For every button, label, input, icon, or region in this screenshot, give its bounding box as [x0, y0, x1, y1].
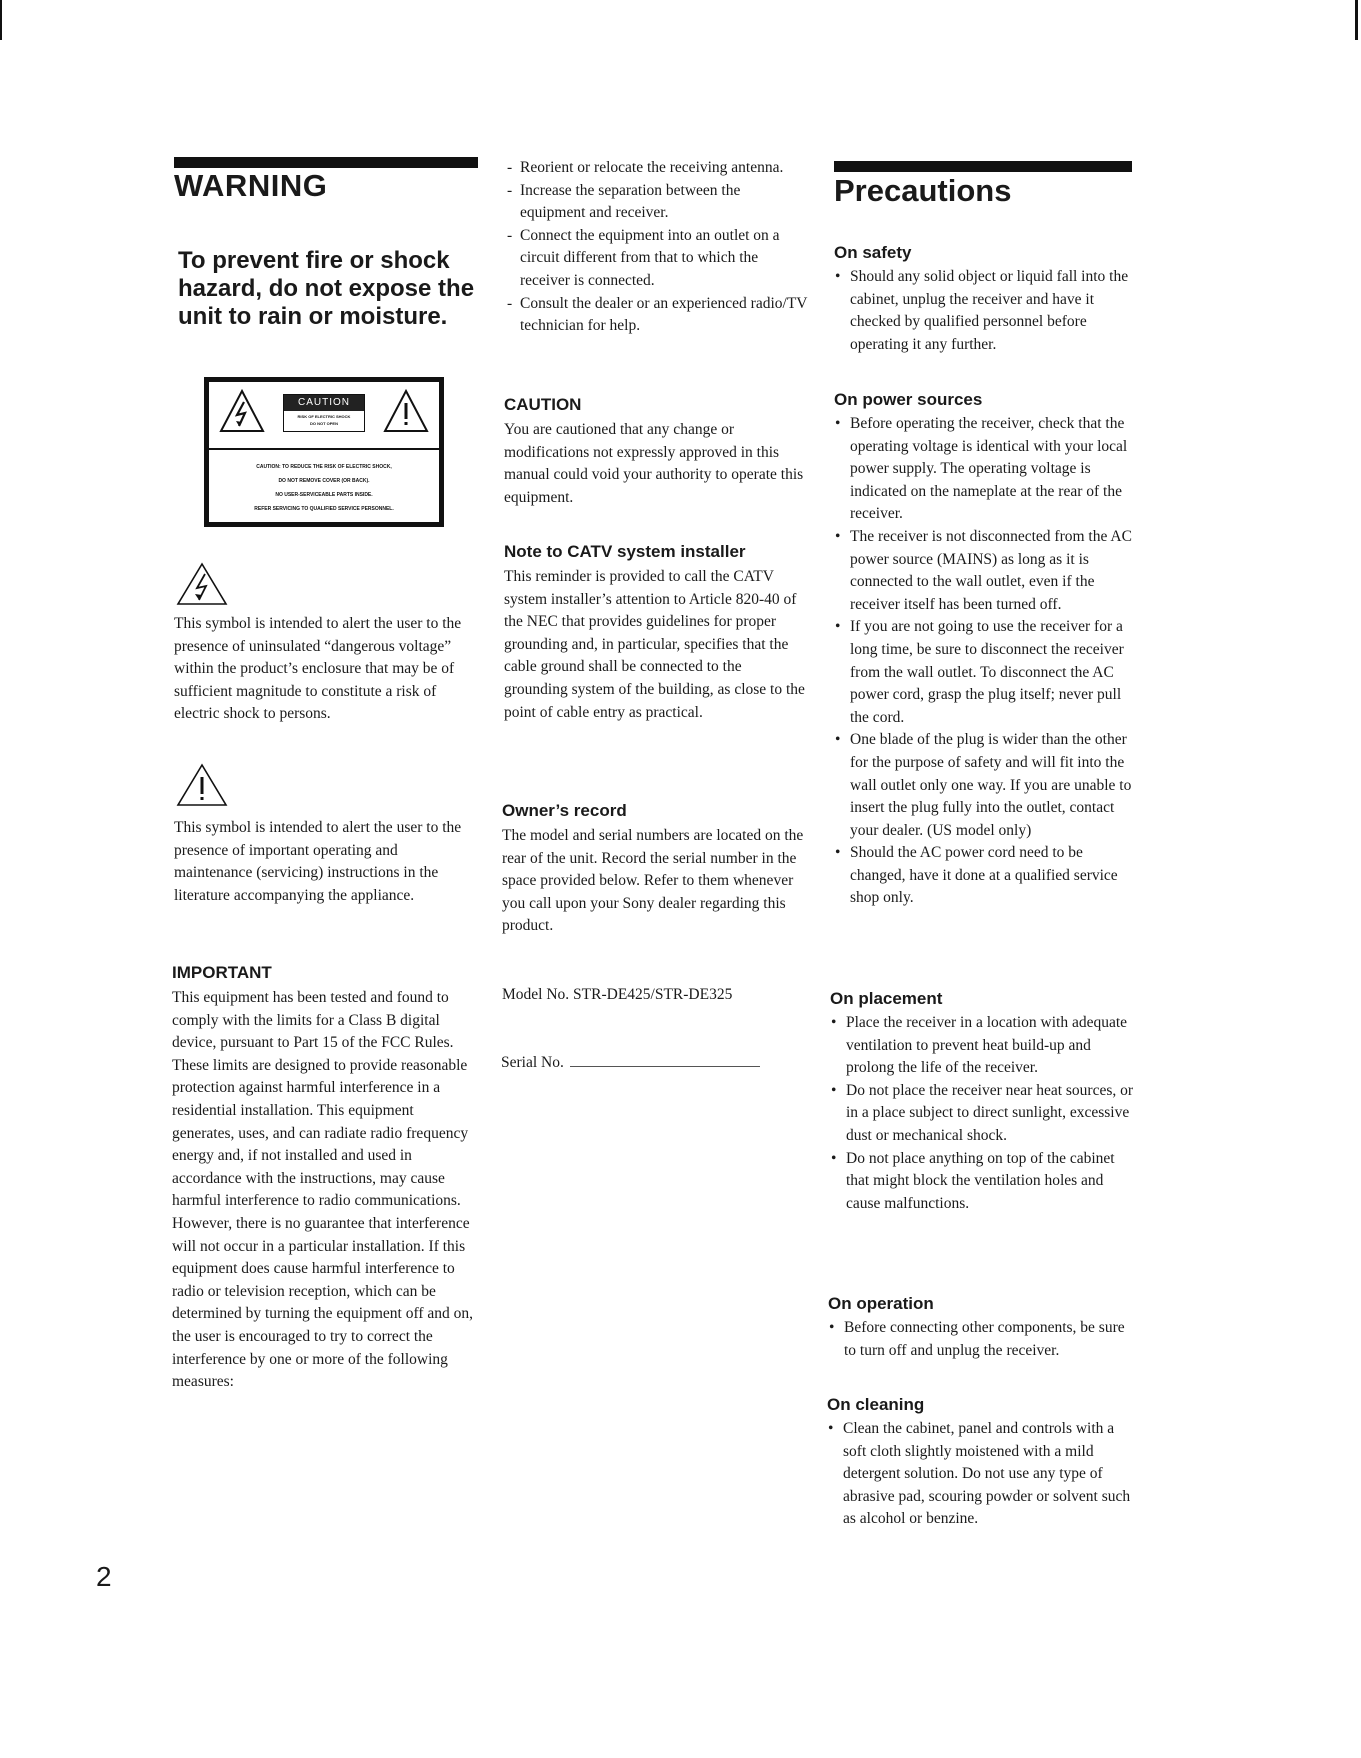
- list-item: • If you are not going to use the receiver for a long time, be sure to disconnect the receiver from the wall outlet. To disconnect the AC power cord, grasp the plug itself; never pull the cord.: [834, 616, 1134, 729]
- on-cleaning-heading: On cleaning: [827, 1395, 925, 1414]
- list-item: - Reorient or relocate the receiving antenna.: [503, 157, 808, 180]
- on-power-sources-list: [834, 413, 1134, 910]
- on-operation-list: [828, 1317, 1134, 1362]
- list-item: - Connect the equipment into an outlet on a circuit different from that to which the receiver is connected.: [503, 225, 808, 293]
- list-item: • Place the receiver in a location with adequate ventilation to prevent heat build-up and prolong the life of the receiver.: [830, 1012, 1134, 1080]
- owners-record-text: The model and serial numbers are located on the rear of the unit. Record the serial number in the space provided below. Refer to them whenever you call upon your Sony dealer regarding this product.: [502, 827, 804, 935]
- list-item: - Consult the dealer or an experienced radio/TV technician for help.: [503, 293, 808, 338]
- list-item: • Should any solid object or liquid fall into the cabinet, unplug the receiver and have it checked by qualified personnel before operating it any further.: [834, 266, 1134, 356]
- list-item: • One blade of the plug is wider than the other for the purpose of safety and will fit into the wall outlet only one way. If you are unable to insert the plug fully into the outlet, contact your dealer. (US model only): [834, 729, 1134, 842]
- list-item: • Should the AC power cord need to be changed, have it done at a qualified service shop only.: [834, 842, 1134, 910]
- exclamation-warning-icon: [176, 762, 228, 808]
- caution-text: You are cautioned that any change or modifications not expressly approved in this manual could void your authority to operate this equipment.: [504, 421, 804, 506]
- scan-edge-mark-right: [1355, 0, 1358, 40]
- serial-number-label: Serial No.: [501, 1054, 564, 1071]
- on-safety-list: [834, 266, 1134, 356]
- on-cleaning-list: [827, 1418, 1134, 1531]
- caution-do-not-open-text: DO NOT OPEN: [309, 421, 338, 426]
- prevent-heading: To prevent fire or shock hazard, do not expose the unit to rain or moisture.: [178, 247, 475, 330]
- caution-label-title: CAUTION: [284, 395, 364, 411]
- lightning-warning-icon: [176, 561, 228, 607]
- precautions-heading: Precautions: [834, 173, 1012, 208]
- scan-edge-mark-left: [0, 0, 2, 40]
- on-placement-list: [830, 1012, 1134, 1215]
- important-heading: IMPORTANT: [172, 963, 272, 982]
- caution-label-inner: [283, 394, 365, 432]
- exclamation-warning-icon: [383, 388, 429, 434]
- warning-rule: [174, 157, 478, 168]
- important-fcc-compliance: This equipment has been tested and found to comply with the limits for a Class B digital device, pursuant to Part 15 of the FCC Rules.: [172, 989, 454, 1052]
- page-number: 2: [96, 1561, 112, 1592]
- list-item: • Do not place anything on top of the cabinet that might block the ventilation holes and cause malfunctions.: [830, 1148, 1134, 1216]
- on-safety-heading: On safety: [834, 243, 912, 262]
- list-item: • Before connecting other components, be sure to turn off and unplug the receiver.: [828, 1317, 1134, 1362]
- caution-risk-text: RISK OF ELECTRIC SHOCK: [297, 414, 351, 419]
- caution-label-line: REFER SERVICING TO QUALIFIED SERVICE PERSONNEL.: [254, 506, 394, 512]
- lightning-warning-icon: [219, 388, 265, 434]
- caution-label-line: CAUTION: TO REDUCE THE RISK OF ELECTRIC SHOCK,: [256, 464, 392, 470]
- caution-label-line: DO NOT REMOVE COVER (OR BACK).: [278, 478, 370, 484]
- list-item: • Clean the cabinet, panel and controls with a soft cloth slightly moistened with a mild detergent solution. Do not use any type of abrasive pad, scouring powder or solvent such as alcohol or benzine.: [827, 1418, 1134, 1531]
- on-operation-heading: On operation: [828, 1294, 934, 1313]
- precautions-rule: [834, 161, 1132, 172]
- catv-text: This reminder is provided to call the CATV system installer’s attention to Article 820-40 of the NEC that provides guidelines for proper grounding and, in particular, specifies that the cable ground shall be connected to the grounding system of the building, as close to the point of cable entry as practical.: [504, 568, 805, 721]
- caution-label: [204, 377, 444, 527]
- caution-label-lines: [215, 460, 433, 516]
- interference-measures-list: [503, 157, 808, 338]
- on-power-sources-heading: On power sources: [834, 390, 983, 409]
- important-fcc-limits: These limits are designed to provide reasonable protection against harmful interference in a residential installation. This equipment generates, uses, and can radiate radio frequency energy and, if not installed and used in accordance with the instructions, may cause harmful interference to radio communications. However, there is no guarantee that interference will not occur in a particular installation. If this equipment does cause harmful interference to radio or television reception, which can be determined by turning the equipment off and on, the user is encouraged to try to correct the interference by one or more of the following measures:: [172, 1056, 474, 1391]
- model-number: Model No. STR-DE425/STR-DE325: [502, 986, 733, 1003]
- list-item: - Increase the separation between the equipment and receiver.: [503, 180, 808, 225]
- symbol-instructions-description: This symbol is intended to alert the user to the presence of important operating and maintenance (servicing) instructions in the literature accompanying the appliance.: [174, 819, 462, 904]
- warning-heading: WARNING: [174, 168, 328, 203]
- list-item: • The receiver is not disconnected from the AC power source (MAINS) as long as it is connected to the wall outlet, even if the receiver itself has been turned off.: [834, 526, 1134, 616]
- owners-record-heading: Owner’s record: [502, 801, 627, 820]
- list-item: • Do not place the receiver near heat sources, or in a place subject to direct sunlight, excessive dust or mechanical shock.: [830, 1080, 1134, 1148]
- on-placement-heading: On placement: [830, 989, 943, 1008]
- list-item: • Before operating the receiver, check that the operating voltage is identical with your local power supply. The operating voltage is indicated on the nameplate at the rear of the receiver.: [834, 413, 1134, 526]
- caution-label-top: [209, 382, 439, 450]
- catv-heading: Note to CATV system installer: [504, 542, 746, 561]
- caution-label-line: NO USER-SERVICEABLE PARTS INSIDE.: [275, 492, 373, 498]
- serial-number-blank: [570, 1052, 760, 1067]
- caution-heading: CAUTION: [504, 395, 582, 414]
- symbol-voltage-description: This symbol is intended to alert the user to the presence of uninsulated “dangerous voltage” within the product’s enclosure that may be of sufficient magnitude to constitute a risk of electric shock to persons.: [174, 615, 462, 723]
